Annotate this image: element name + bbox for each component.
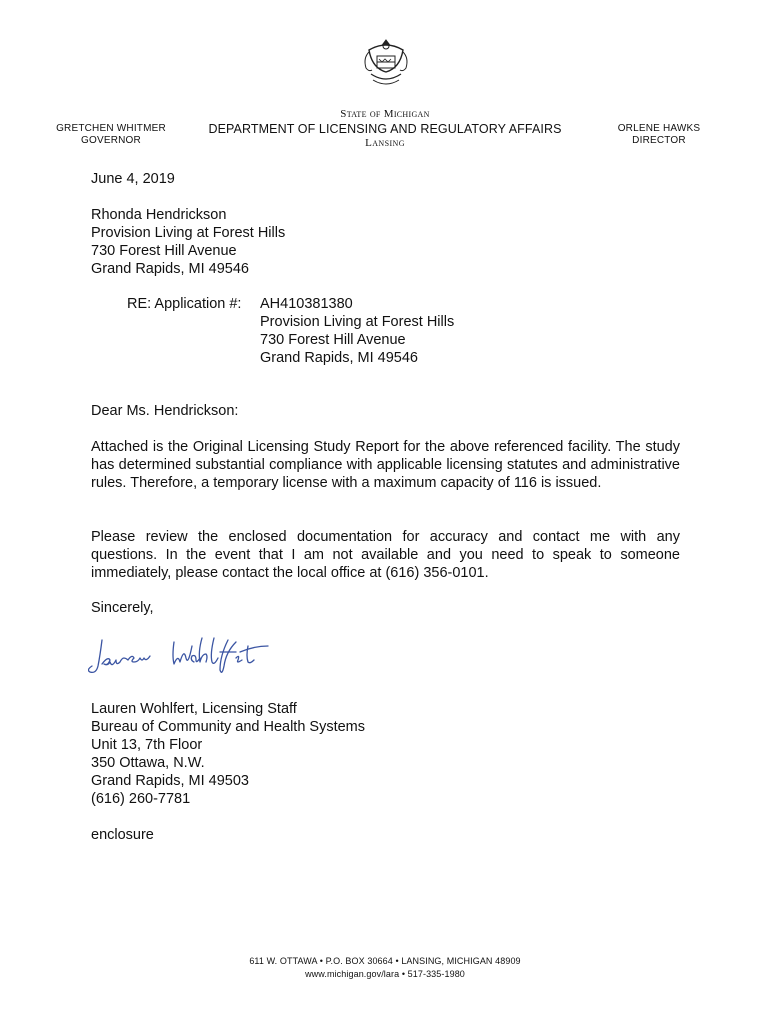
body-paragraph-1: Attached is the Original Licensing Study Report for the above referenced facility. The study has determined substantial compliance with applicable licensing statutes and administrative rules. Therefore, a temporary license with a maximum capacity of 116 is issued. xyxy=(91,439,680,491)
sender-line: 350 Ottawa, N.W. xyxy=(91,755,205,771)
facility-line: Grand Rapids, MI 49546 xyxy=(260,350,418,366)
recipient-line: Provision Living at Forest Hills xyxy=(91,225,286,241)
department-name: DEPARTMENT OF LICENSING AND REGULATORY AFFAIRS xyxy=(208,122,562,136)
facility-line: 730 Forest Hill Avenue xyxy=(260,332,406,348)
michigan-seal-icon xyxy=(361,36,411,94)
sender-line: Grand Rapids, MI 49503 xyxy=(91,773,249,789)
director-block xyxy=(606,123,712,147)
letter-date: June 4, 2019 xyxy=(91,171,175,187)
sender-line: Bureau of Community and Health Systems xyxy=(91,719,366,735)
sender-block xyxy=(91,700,365,808)
sender-phone: (616) 260-7781 xyxy=(91,791,191,807)
body-paragraph-2: Please review the enclosed documentation for accuracy and contact me with any questions. In the event that I am not available and you need to speak to someone immediately, please contact the local office at (616) 356-0101. xyxy=(91,529,680,581)
re-details xyxy=(260,295,454,367)
director-name: ORLENE HAWKS xyxy=(617,123,701,134)
sender-line: Lauren Wohlfert, Licensing Staff xyxy=(91,701,297,717)
governor-title: GOVERNOR xyxy=(81,135,141,146)
footer-address: 611 W. OTTAWA • P.O. BOX 30664 • LANSING, MICHIGAN 48909 xyxy=(249,956,521,966)
recipient-address xyxy=(91,206,285,278)
recipient-line: Rhonda Hendrickson xyxy=(91,207,227,223)
agency-header xyxy=(190,108,580,149)
application-number: AH410381380 xyxy=(260,296,353,312)
handwritten-signature xyxy=(88,632,270,680)
state-name: State of Michigan xyxy=(340,108,430,120)
enclosure-note: enclosure xyxy=(91,827,154,843)
salutation: Dear Ms. Hendrickson: xyxy=(91,403,239,419)
sender-line: Unit 13, 7th Floor xyxy=(91,737,203,753)
facility-line: Provision Living at Forest Hills xyxy=(260,314,455,330)
closing: Sincerely, xyxy=(91,600,154,616)
governor-name: GRETCHEN WHITMER xyxy=(56,123,166,134)
re-label: RE: Application #: xyxy=(127,296,242,312)
city-name: Lansing xyxy=(365,137,405,149)
recipient-line: Grand Rapids, MI 49546 xyxy=(91,261,249,277)
director-title: DIRECTOR xyxy=(632,135,686,146)
governor-block xyxy=(52,123,170,147)
footer-contact: www.michigan.gov/lara • 517-335-1980 xyxy=(305,969,465,979)
recipient-line: 730 Forest Hill Avenue xyxy=(91,243,237,259)
